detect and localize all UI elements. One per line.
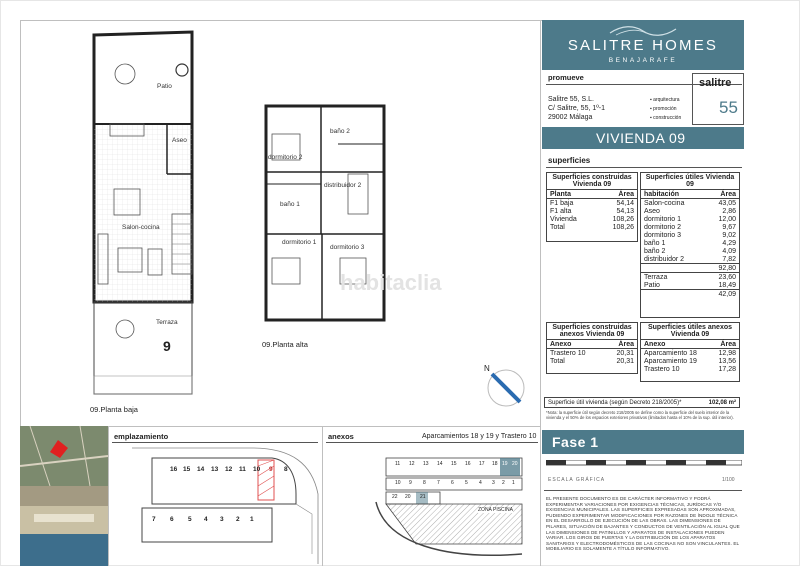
house-number: 13 <box>211 466 219 473</box>
top-border <box>20 20 542 21</box>
annex-built-table <box>546 322 638 374</box>
ground-floor-caption: 09.Planta baja <box>90 405 138 414</box>
table-title: Superficies construidas Vivienda 09 <box>547 173 637 190</box>
storage-number: 21 <box>420 494 426 500</box>
slot-number: 15 <box>451 461 457 467</box>
developer-address: C/ Salitre, 55, 1º-1 <box>548 105 606 112</box>
ground-floor-plan <box>94 32 192 394</box>
slot-number: 9 <box>409 480 412 486</box>
room-label: Salon-cocina <box>122 224 160 231</box>
phase-banner: Fase 1 <box>542 430 744 454</box>
table-row: Patio 18,49 <box>644 281 736 289</box>
disclaimer-text: EL PRESENTE DOCUMENTO ES DE CARÁCTER INFORMATIVO Y PODRÁ EXPERIMENTAR VARIACIONES POR EXIGENCIAS TÉCNICAS, JURÍDICAS Y/O EXIGENCIAS MUNICIPALES. LAS SUPERFICIES EXPRESADAS SON APROXIMADAS, PUDIENDO EXPERIMENTAR MODIFICACIONES POR RAZONES DE ÍNDOLE TÉCNICA EN EL DESARROLLO DE EJECUCIÓN DE LAS OBRAS. LAS DIMENSIONES DE PILARES, SITUACIÓN DE BAJANTES Y CONDUCTOS DE VENTILACIÓN AL IGUAL QUE LAS DIMENSIONES DE PATINILLOS Y APARATOS DE INSTALACIONES PUEDEN VARIAR. LOS GIROS DE PUERTAS Y LA DISTRIBUCIÓN DE LOS APARATOS SANITARIOS Y ELECTRODOMÉSTICOS DE LAS COCINAS NO SON VINCULANTES. EL MOBILIARIO ES SOLAMENTE A TÍTULO INFORMATIVO. <box>546 496 740 552</box>
wave-logo-icon <box>608 25 678 37</box>
slot-number: 18 <box>492 461 498 467</box>
subtotal-row: 92,80 <box>641 264 739 273</box>
service-label: ▪ construcción <box>650 115 682 121</box>
floor-plans <box>22 24 538 424</box>
room-label: baño 2 <box>330 128 350 135</box>
divider <box>544 490 742 491</box>
table-title: Superficies útiles anexos Vivienda 09 <box>641 323 739 340</box>
table-row: F1 baja 54,14 <box>550 199 634 207</box>
divider <box>112 442 318 443</box>
slot-number: 2 <box>502 480 505 486</box>
house-number: 12 <box>225 466 233 473</box>
unit-number: 9 <box>163 338 171 354</box>
compass-icon <box>488 370 524 406</box>
house-number: 15 <box>183 466 191 473</box>
divider <box>546 167 742 168</box>
decree-value: 102,08 m² <box>708 400 736 406</box>
compass-label: N <box>484 364 490 373</box>
room-label: Patio <box>157 83 172 90</box>
siting-plan <box>112 444 320 564</box>
service-label: ▪ arquitectura <box>650 97 680 103</box>
room-label: distribuidor 2 <box>324 182 362 189</box>
column-header: Anexo <box>547 340 604 349</box>
room-label: dormitorio 3 <box>330 244 365 251</box>
house-number-highlighted: 9 <box>269 466 273 473</box>
house-number: 5 <box>188 516 192 523</box>
slot-number-highlighted: 20 <box>512 461 518 467</box>
house-number: 7 <box>152 516 156 523</box>
developer-city: 29002 Málaga <box>548 114 593 121</box>
table-row: distribuidor 2 7,82 <box>644 255 736 263</box>
built-surfaces-table <box>546 172 638 242</box>
column-header: Área <box>596 190 637 199</box>
developer-company: Salitre 55, S.L. <box>548 96 594 103</box>
storage-number: 22 <box>392 494 398 500</box>
slot-number: 11 <box>395 461 401 467</box>
table-row: Aparcamiento 19 13,56 <box>644 357 736 365</box>
logo-text: salitre <box>699 77 732 89</box>
annex-heading: anexos <box>328 432 354 441</box>
slot-number: 7 <box>437 480 440 486</box>
slot-number: 6 <box>451 480 454 486</box>
scale-ratio: 1/100 <box>722 477 735 483</box>
table-row: Salon-cocina 43,05 <box>644 199 736 207</box>
watermark: habitaclia <box>340 270 442 295</box>
column-header: Anexo <box>641 340 711 349</box>
developer-heading: promueve <box>548 73 584 82</box>
column-header: habitación <box>641 190 706 199</box>
decree-label: Superficie útil vivienda (según Decreto 218/2005)* <box>548 400 682 406</box>
slot-number: 14 <box>437 461 443 467</box>
slot-number: 8 <box>423 480 426 486</box>
panel-divider <box>540 20 541 566</box>
brand-name: SALITRE HOMES <box>567 37 719 54</box>
siting-heading: emplazamiento <box>114 432 169 441</box>
table-row: baño 2 4,09 <box>644 247 736 255</box>
column-header: Área <box>706 190 739 199</box>
annex-useful-table <box>640 322 740 382</box>
slot-number: 13 <box>423 461 429 467</box>
useful-surfaces-table <box>640 172 740 318</box>
table-row: dormitorio 1 12,00 <box>644 215 736 223</box>
surfaces-heading: superficies <box>548 156 591 165</box>
divider <box>326 442 538 443</box>
table-row: Aseo 2,86 <box>644 207 736 215</box>
slot-number-highlighted: 19 <box>502 461 508 467</box>
location-marker-icon <box>46 438 70 462</box>
slot-number: 17 <box>479 461 485 467</box>
brand-banner <box>542 20 744 70</box>
slot-number: 5 <box>465 480 468 486</box>
storage-number: 20 <box>405 494 411 500</box>
house-number: 6 <box>170 516 174 523</box>
table-row: Aparcamiento 18 12,98 <box>644 349 736 357</box>
house-number: 11 <box>239 466 246 473</box>
table-title: Superficies construidas anexos Vivienda 09 <box>547 323 637 340</box>
slot-number: 1 <box>512 480 515 486</box>
room-label: dormitorio 1 <box>282 239 317 246</box>
slot-number: 3 <box>492 480 495 486</box>
column-header: Área <box>604 340 637 349</box>
table-row: dormitorio 2 9,67 <box>644 223 736 231</box>
table-row: baño 1 4,29 <box>644 239 736 247</box>
table-row: Terraza 23,60 <box>641 273 739 282</box>
house-number: 8 <box>284 466 288 473</box>
house-number: 10 <box>253 466 261 473</box>
room-label: Aseo <box>172 137 187 144</box>
subtotal-row: 42,09 <box>641 290 739 299</box>
map-divider <box>108 426 109 566</box>
column-header: Planta <box>547 190 596 199</box>
table-title: Superficies útiles Vivienda 09 <box>641 173 739 190</box>
logo-number: 55 <box>719 98 738 117</box>
house-number: 2 <box>236 516 240 523</box>
column-header: Área <box>711 340 739 349</box>
house-number: 1 <box>250 516 254 523</box>
room-label: baño 1 <box>280 201 300 208</box>
table-row: Vivienda 108,26 <box>550 215 634 223</box>
decree-box <box>544 397 740 408</box>
room-label: Terraza <box>156 319 178 326</box>
brand-location: BENAJARAFE <box>608 57 678 64</box>
annex-subtitle: Aparcamientos 18 y 19 y Trastero 10 <box>422 433 537 440</box>
room-label: dormitorio 2 <box>268 154 303 161</box>
slot-number: 10 <box>395 480 401 486</box>
unit-title: VIVIENDA 09 <box>542 127 744 149</box>
slot-number: 4 <box>479 480 482 486</box>
house-number: 3 <box>220 516 224 523</box>
developer-logo <box>692 73 744 125</box>
pool-zone-label: ZONA PISCINA <box>478 507 514 513</box>
table-row: dormitorio 3 9,02 <box>644 231 736 239</box>
slot-number: 12 <box>409 461 415 467</box>
decree-note: *Nota: la superficie útil según decreto 218/2005 se define como la superficie del suelo interior de la vivienda y el 50% de los espacios exteriores privativos (limitados hasta el 10% de la sup. útil interior). <box>546 410 734 420</box>
annex-divider <box>322 426 323 566</box>
table-row: F1 alta 54,13 <box>550 207 634 215</box>
slot-number: 16 <box>465 461 471 467</box>
scale-bar <box>546 460 742 474</box>
scale-label: ESCALA GRÁFICA <box>548 477 606 483</box>
table-row: Trastero 10 20,31 <box>550 349 634 357</box>
upper-floor-caption: 09.Planta alta <box>262 340 308 349</box>
house-number: 14 <box>197 466 205 473</box>
table-row: Trastero 10 17,28 <box>644 365 736 373</box>
house-number: 4 <box>204 516 208 523</box>
table-row: Total 20,31 <box>550 357 634 365</box>
service-label: ▪ promoción <box>650 106 677 112</box>
table-row: Total 108,26 <box>550 223 634 231</box>
house-number: 16 <box>170 466 178 473</box>
